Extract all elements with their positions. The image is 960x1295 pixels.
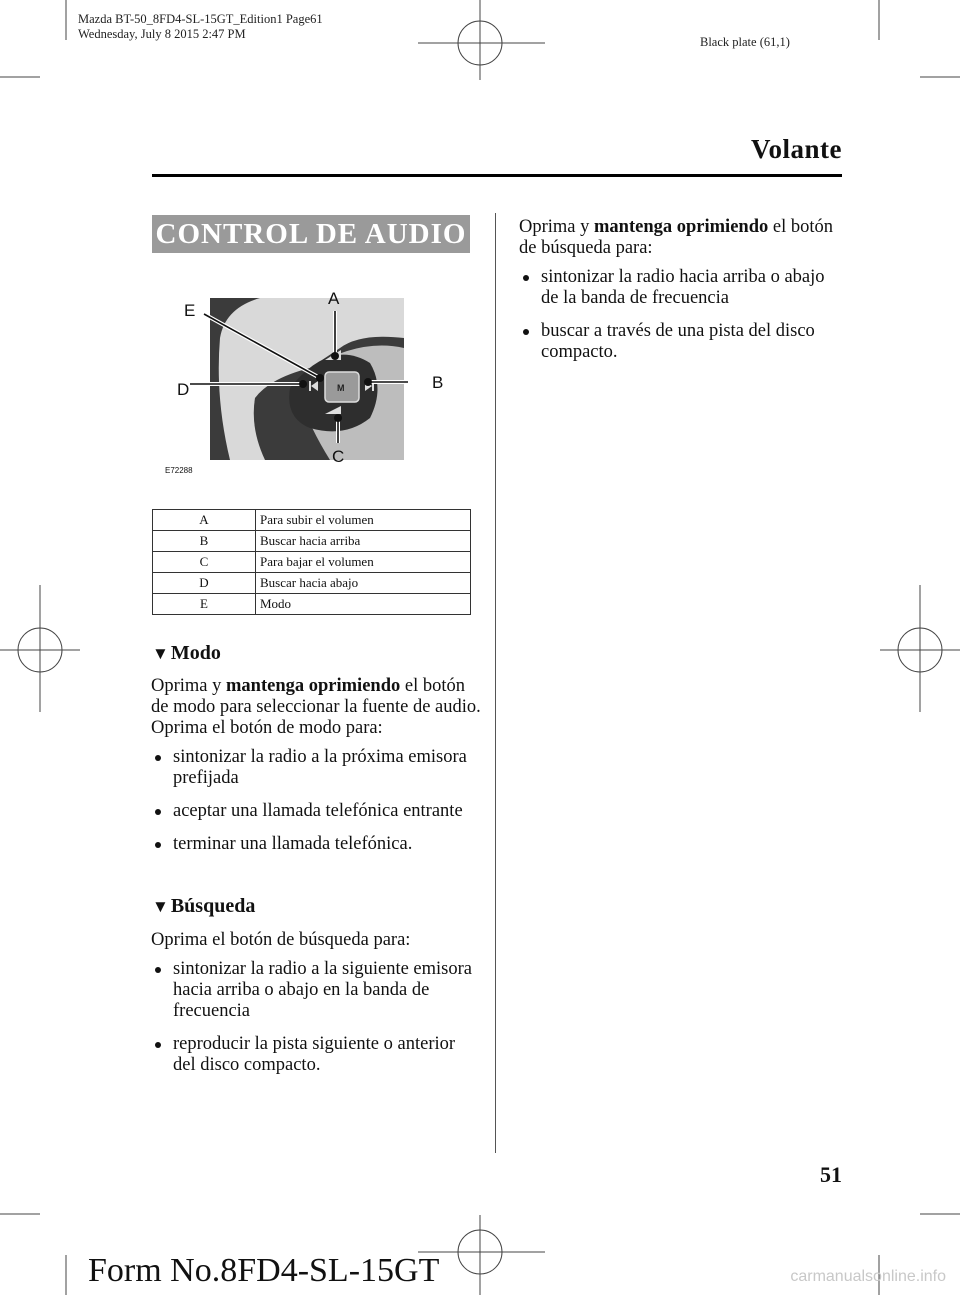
callout-e: E <box>184 301 196 320</box>
modo-bullets <box>151 747 481 855</box>
form-number: Form No.8FD4-SL-15GT <box>88 1252 440 1289</box>
busqueda-heading-text: Búsqueda <box>170 895 256 917</box>
legend-key: C <box>153 552 256 573</box>
print-job-line2: Wednesday, July 8 2015 2:47 PM <box>78 27 246 41</box>
legend-key: E <box>153 594 256 615</box>
right-p1-pre: Oprima y <box>519 217 595 237</box>
legend-text: Buscar hacia abajo <box>256 573 471 594</box>
table-row <box>153 552 471 573</box>
triangle-icon: ▼ <box>152 897 169 916</box>
steering-wheel-figure <box>160 278 460 488</box>
section-banner: CONTROL DE AUDIO <box>152 215 470 253</box>
busqueda-body <box>151 930 481 1088</box>
print-job-info <box>78 12 323 42</box>
right-p1-post: el botón de búsqueda para: <box>519 217 833 258</box>
right-bullets <box>519 267 844 363</box>
right-paragraph-1 <box>519 217 844 259</box>
plate-label: Black plate (61,1) <box>700 35 790 49</box>
busqueda-bullets <box>151 959 481 1076</box>
callout-b: B <box>432 373 444 392</box>
modo-paragraph-2: Oprima el botón de modo para: <box>151 718 383 738</box>
page-number: 51 <box>820 1162 842 1187</box>
modo-p1-bold: mantenga oprimiendo <box>226 676 401 696</box>
callout-d: D <box>177 380 190 399</box>
modo-paragraph-1 <box>151 676 481 718</box>
triangle-icon: ▼ <box>152 644 169 663</box>
busqueda-heading <box>152 895 255 918</box>
chapter-title: Volante <box>750 134 842 164</box>
legend-text: Para bajar el volumen <box>256 552 471 573</box>
legend-text: Modo <box>256 594 471 615</box>
modo-p1-post: el botón de modo para seleccionar la fuente de audio. <box>151 676 481 717</box>
column-divider <box>495 213 496 1153</box>
legend-text: Para subir el volumen <box>256 510 471 531</box>
print-job-line1: Mazda BT-50_8FD4-SL-15GT_Edition1 Page61 <box>78 12 323 26</box>
table-row <box>153 510 471 531</box>
legend-key: A <box>153 510 256 531</box>
list-item: sintonizar la radio a la próxima emisora prefijada <box>151 747 481 789</box>
list-item: terminar una llamada telefónica. <box>151 834 481 855</box>
callout-c: C <box>332 447 345 466</box>
list-item: sintonizar la radio a la siguiente emisora hacia arriba o abajo en la banda de frecuencia <box>151 959 481 1022</box>
callout-a: A <box>328 289 340 308</box>
figure-code: E72288 <box>165 466 193 475</box>
legend-text: Buscar hacia arriba <box>256 531 471 552</box>
list-item: aceptar una llamada telefónica entrante <box>151 801 481 822</box>
legend-table <box>152 509 471 615</box>
list-item: sintonizar la radio hacia arriba o abajo de la banda de frecuencia <box>519 267 844 309</box>
right-column-body <box>519 217 844 375</box>
modo-body <box>151 676 481 867</box>
list-item: buscar a través de una pista del disco compacto. <box>519 321 844 363</box>
modo-heading-text: Modo <box>170 642 221 664</box>
header-rule <box>152 174 842 177</box>
modo-p1-pre: Oprima y <box>151 676 227 696</box>
table-row <box>153 531 471 552</box>
mode-button-label: M <box>337 383 345 393</box>
right-p1-bold: mantenga oprimiendo <box>594 217 769 237</box>
list-item: reproducir la pista siguiente o anterior del disco compacto. <box>151 1034 481 1076</box>
table-row <box>153 594 471 615</box>
busqueda-paragraph-1: Oprima el botón de búsqueda para: <box>151 930 411 950</box>
modo-heading <box>152 642 221 665</box>
table-row <box>153 573 471 594</box>
watermark: carmanualsonline.info <box>790 1268 946 1285</box>
legend-key: B <box>153 531 256 552</box>
legend-key: D <box>153 573 256 594</box>
